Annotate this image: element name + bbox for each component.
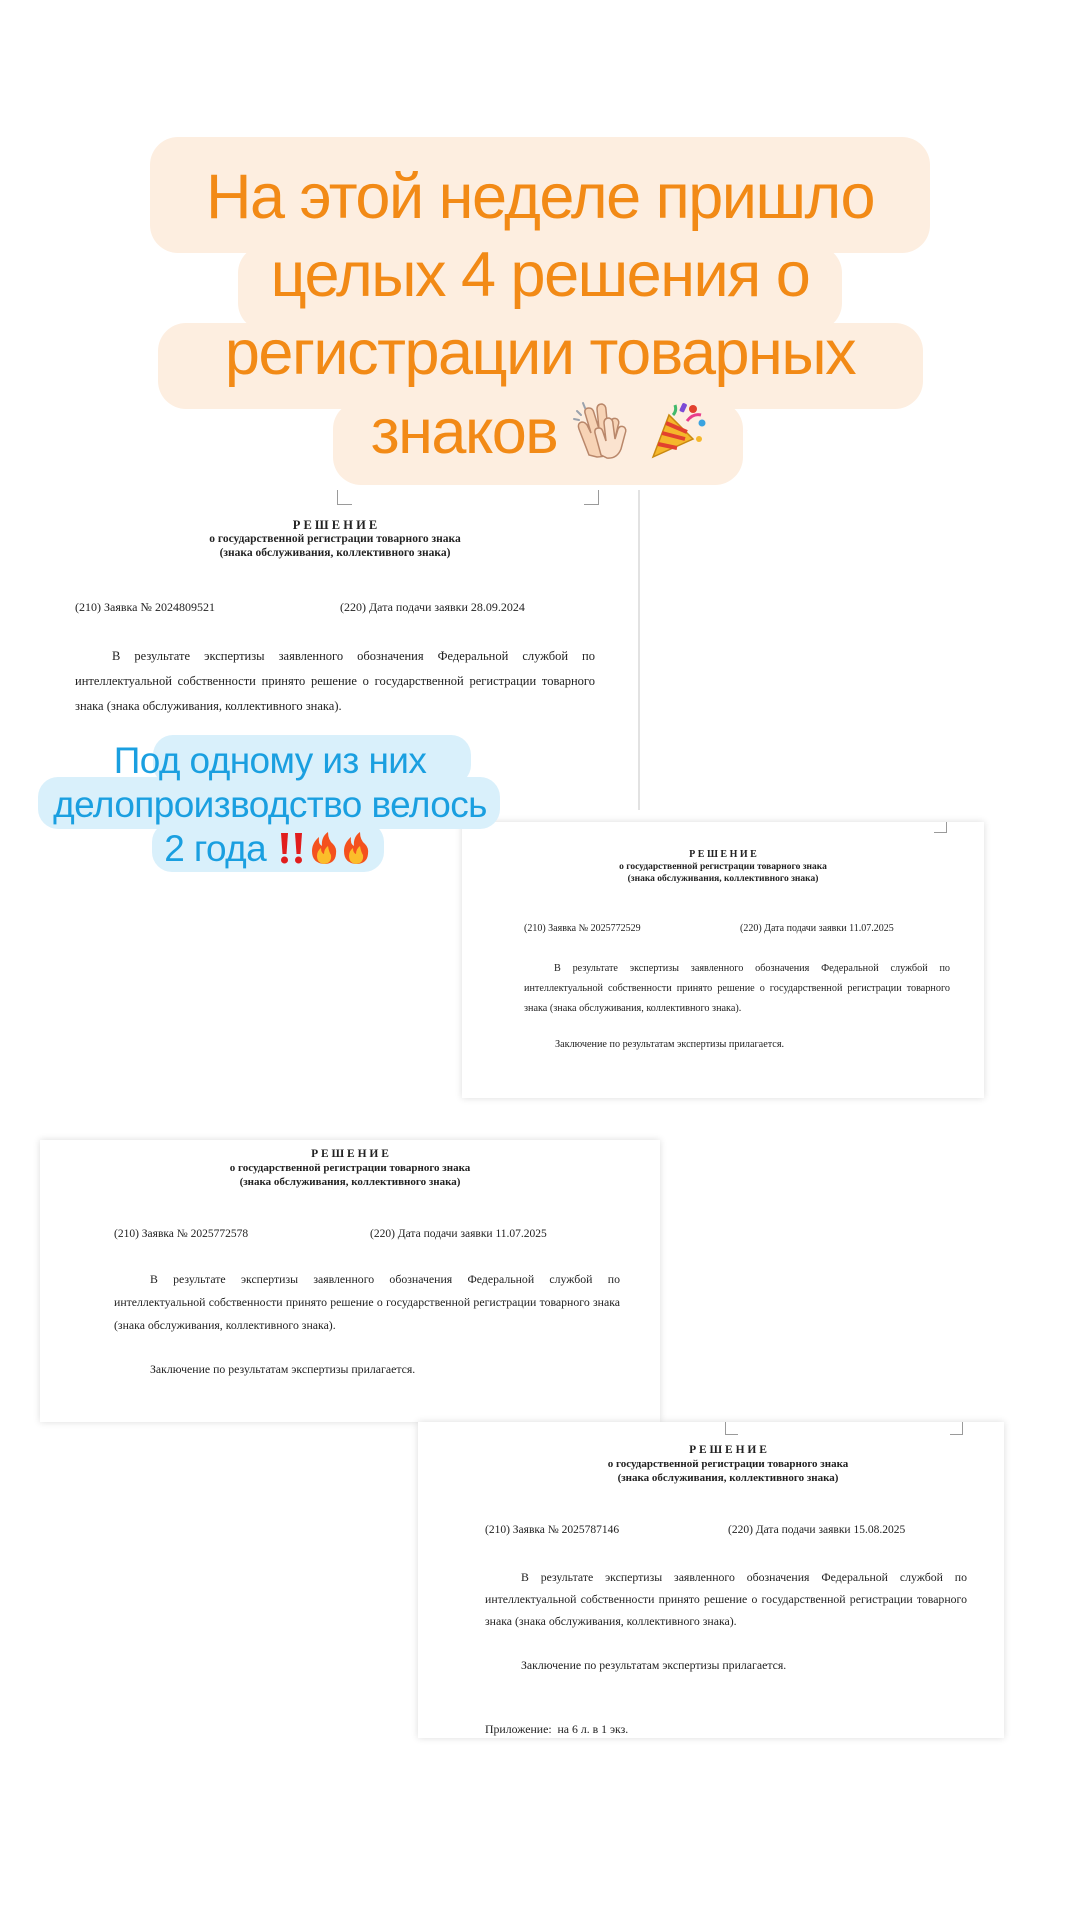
callout-line-2: делопроизводство велось <box>53 784 487 825</box>
decision-document-2 <box>462 822 984 1098</box>
callout-line-1: Под одному из них <box>113 740 427 781</box>
appendix-text: Приложение: на 6 л. в 1 экз. <box>485 1722 629 1736</box>
headline-line-3: регистрации товарных <box>224 318 856 388</box>
conclusion-text: Заключение по результатам экспертизы прилагается. <box>555 1039 785 1050</box>
clapping-hands-icon <box>571 399 633 461</box>
callout-line-3 <box>0 828 536 870</box>
document-subtitle: (знака обслуживания, коллективного знака) <box>219 547 451 559</box>
headline-line-2: целых 4 решения о <box>270 240 810 310</box>
document-subtitle: (знака обслуживания, коллективного знака) <box>617 1472 839 1484</box>
page-corner-mark <box>950 1422 963 1435</box>
document-subtitle: (знака обслуживания, коллективного знака) <box>239 1176 461 1188</box>
headline-line-4-text: знаков <box>370 397 558 467</box>
application-number: (210) Заявка № 2025772529 <box>524 923 641 934</box>
decision-document-3 <box>40 1140 660 1422</box>
decision-text: В результате экспертизы заявленного обозначения Федеральной службой по интеллектуальной собственности принято решение о государственной регистрации товарного знака (знака обслуживания, коллективного знака). <box>114 1272 620 1332</box>
filing-date: (220) Дата подачи заявки 15.08.2025 <box>728 1524 906 1536</box>
document-subtitle: о государственной регистрации товарного знака <box>619 862 827 872</box>
application-number: (210) Заявка № 2024809521 <box>75 600 215 614</box>
document-subtitle: о государственной регистрации товарного знака <box>607 1458 849 1470</box>
headline-line-4 <box>0 393 1080 471</box>
conclusion-text: Заключение по результатам экспертизы прилагается. <box>150 1362 416 1376</box>
fire-icon <box>308 830 340 866</box>
headline-line-1: На этой неделе пришло <box>205 162 875 232</box>
document-subtitle: о государственной регистрации товарного знака <box>209 533 461 545</box>
callout-line-3-text: 2 года <box>164 828 267 869</box>
application-number: (210) Заявка № 2025787146 <box>485 1524 620 1536</box>
page-corner-mark <box>934 822 947 833</box>
page-corner-mark <box>337 490 352 505</box>
party-popper-icon <box>647 399 709 461</box>
filing-date: (220) Дата подачи заявки 11.07.2025 <box>370 1228 547 1240</box>
page-corner-mark <box>725 1422 738 1435</box>
document-title: Р Е Ш Е Н И Е <box>689 849 757 860</box>
decision-text: В результате экспертизы заявленного обозначения Федеральной службой по интеллектуальной собственности принято решение о государственной регистрации товарного знака (знака обслуживания, коллективного знака). <box>485 1570 967 1628</box>
decision-text: В результате экспертизы заявленного обозначения Федеральной службой по интеллектуальной собственности принято решение о государственной регистрации товарного знака (знака обслуживания, коллективного знака). <box>524 963 950 1014</box>
document-subtitle: (знака обслуживания, коллективного знака) <box>627 874 819 884</box>
decision-document-4 <box>418 1422 1004 1738</box>
page-corner-mark <box>584 490 599 505</box>
document-subtitle: о государственной регистрации товарного знака <box>229 1162 471 1174</box>
document-title: Р Е Ш Е Н И Е <box>689 1444 767 1456</box>
conclusion-text: Заключение по результатам экспертизы прилагается. <box>521 1658 787 1672</box>
document-title: Р Е Ш Е Н И Е <box>292 518 378 532</box>
application-number: (210) Заявка № 2025772578 <box>114 1228 249 1240</box>
decision-text: В результате экспертизы заявленного обозначения Федеральной службой по интеллектуальной собственности принято решение о государственной регистрации товарного знака (знака обслуживания, коллективного знака). <box>75 649 595 713</box>
document-title: Р Е Ш Е Н И Е <box>311 1148 389 1160</box>
headline-sticker <box>0 0 1080 520</box>
filing-date: (220) Дата подачи заявки 28.09.2024 <box>340 600 525 614</box>
filing-date: (220) Дата подачи заявки 11.07.2025 <box>740 923 894 934</box>
double-exclamation-icon <box>276 830 308 866</box>
fire-icon <box>340 830 372 866</box>
